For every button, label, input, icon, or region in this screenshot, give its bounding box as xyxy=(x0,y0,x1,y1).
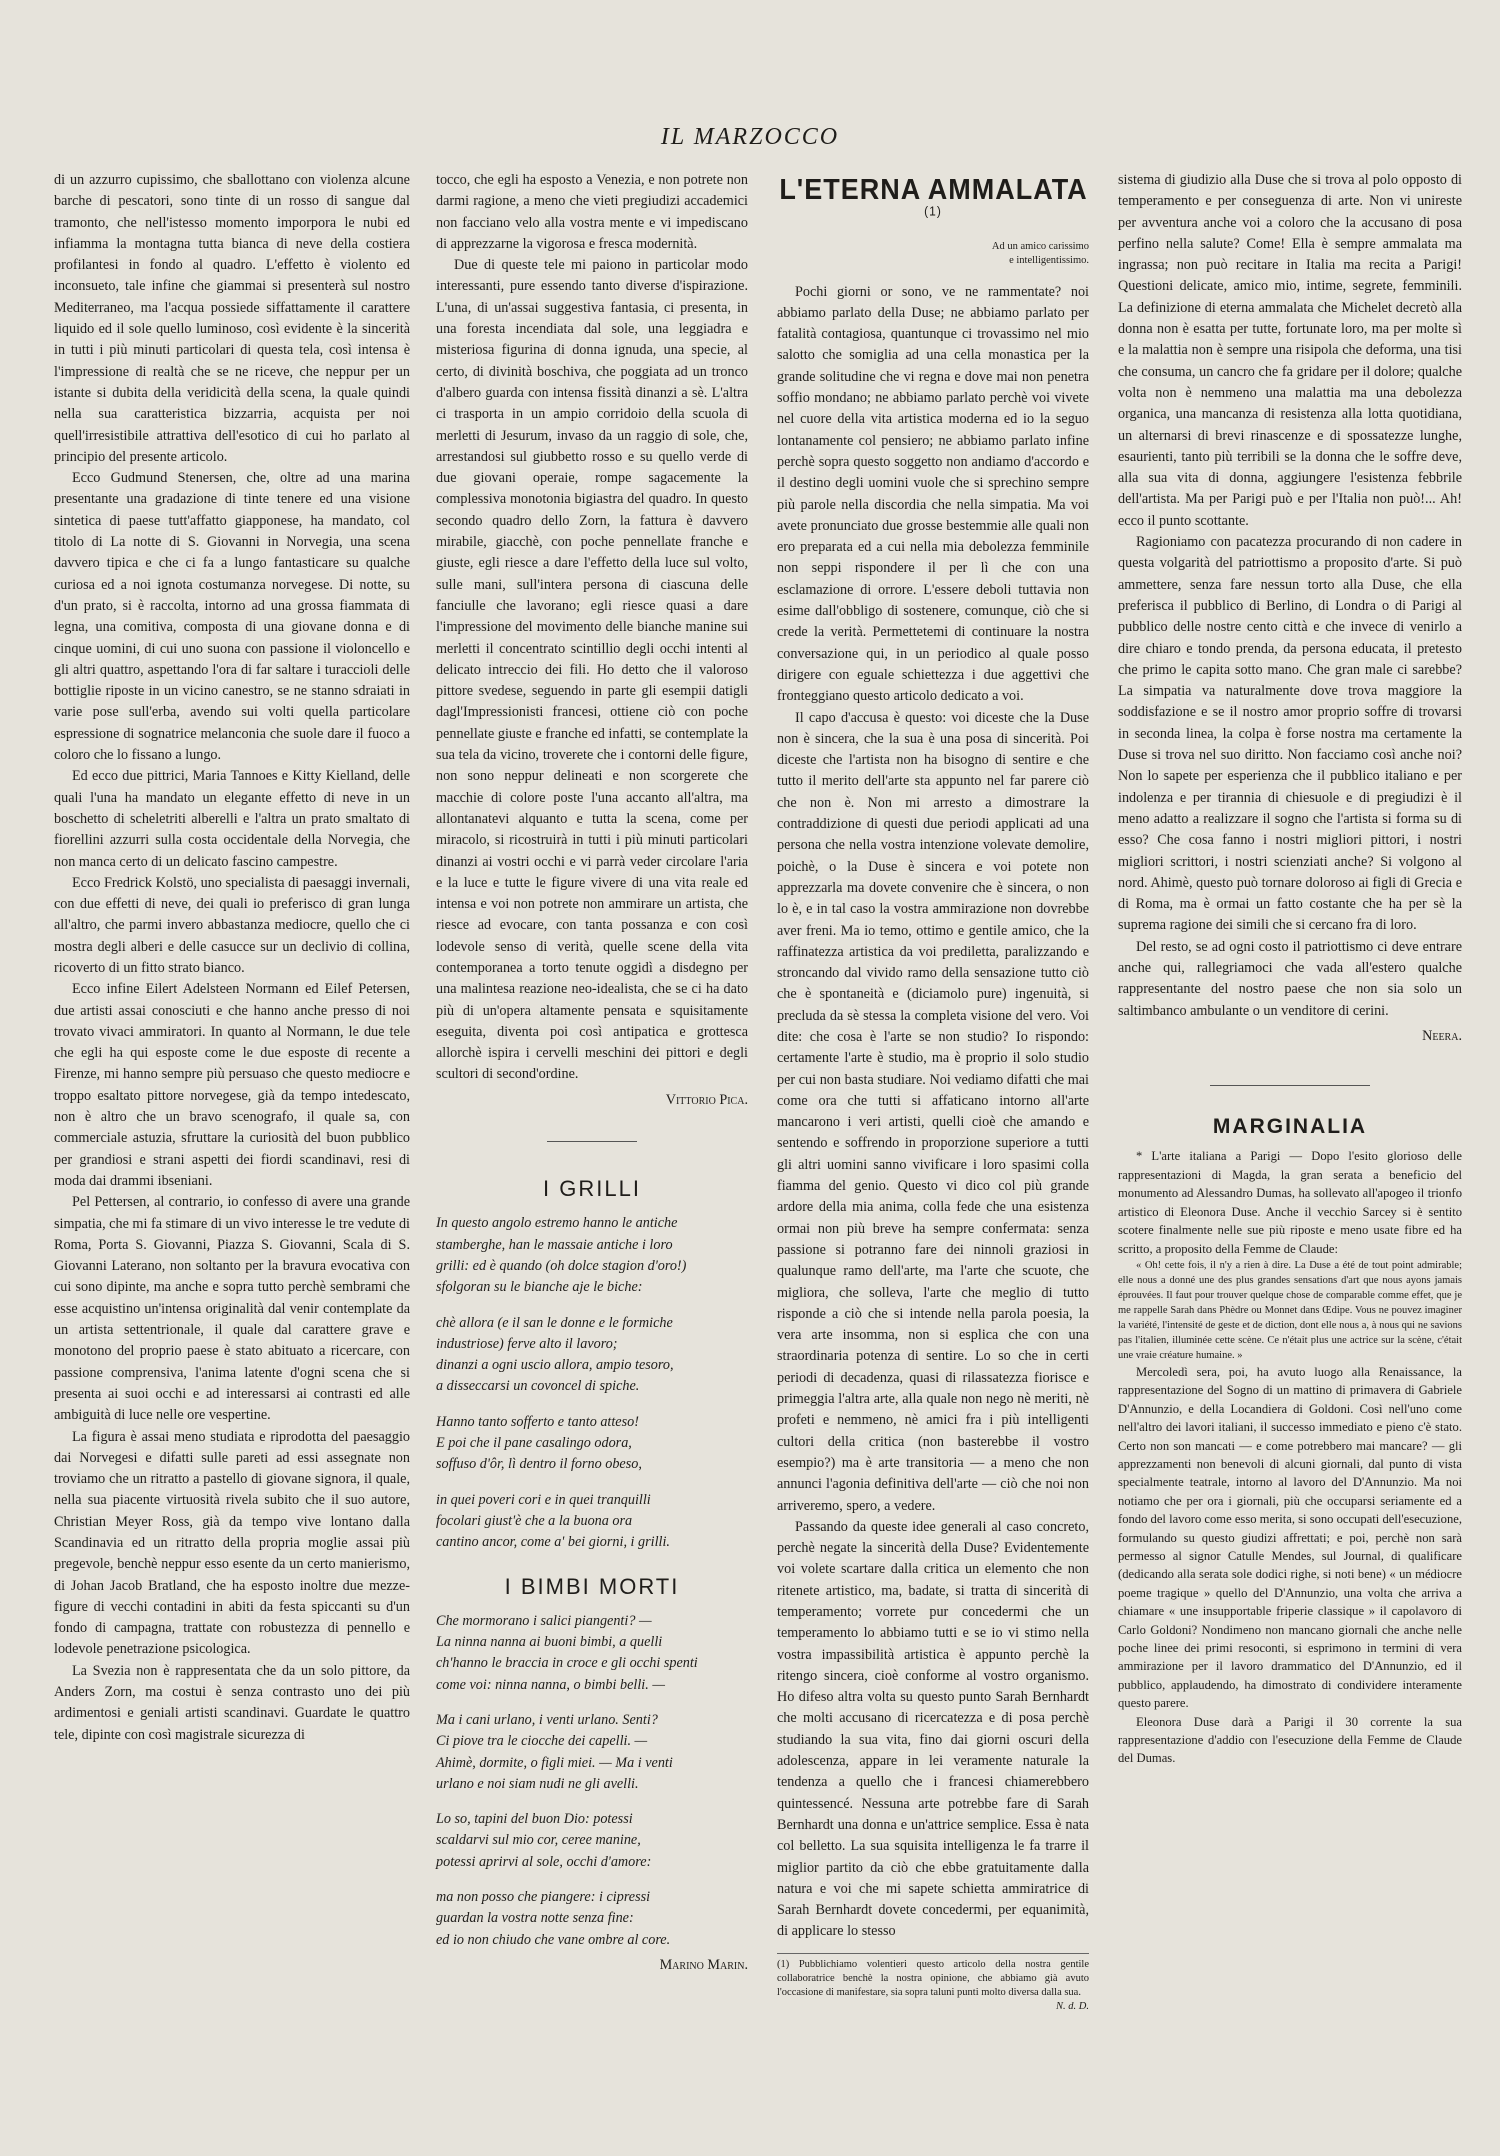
paragraph: La figura è assai meno studiata e riprodotta del paesaggio dai Norvegesi e difatti sulle pareti ad essi assegnate non troviamo che un ritratto a pastello di giovane signora, il quale, nella sua piacente virtuosità rivela subito che il suo autore, Christian Meyer Ross, già da tempo vive lontano dalla Scandinavia ed un ritratto della propria moglie assai più pregevole, benchè neppur esso esente da un certo manierismo, di Johan Jacob Bratland, che ha esposto inoltre due mezze-figure di vecchi contadini in abiti da festa spiccanti su d'un fondo di campagna, trattate con robustezza di pennello e lodevole penetrazione psicologica. xyxy=(54,1428,410,1658)
poem-line: ch'hanno le braccia in croce e gli occhi spenti xyxy=(436,1655,698,1672)
dedication-line: e intelligentissimo. xyxy=(1009,254,1089,266)
poem-stanza xyxy=(436,1611,748,1696)
article-column-2 xyxy=(436,170,748,1976)
paragraph: Ed ecco due pittrici, Maria Tannoes e Kitty Kielland, delle quali l'una ha mandato un elegante effetto di neve in un boschetto di scheletriti alberelli e l'altra un prato smaltato di fiorellini azzurri sulla costa occidentale della Norvegia, che non manca certo di un delicato fascino campestre. xyxy=(54,768,410,870)
article-title xyxy=(777,173,1089,229)
poem-line: ma non posso che piangere: i cipressi xyxy=(436,1889,651,1906)
section-divider xyxy=(547,1141,637,1142)
paragraph: Il capo d'accusa è questo: voi diceste che la Duse non è sincera, che la sua è una posa di sincerità. Poi diceste che l'artista non ha bisogno di sentire e che tutto il merito dell'arte sta appunto nel far parere ciò che non è. Non mi arresto a dimostrare la contraddizione di questi due periodi applicati ad una persona che nella vostra intenzione volevate demolire, poichè, o la Duse è sincera e voi potete non apprezzarla ma dovete convenire che è sincera, o non lo è, e in tal caso la vostra ammirazione non dovrebbe aver freni. Ma io temo, ottimo e gentile amico, che la raffinatezza artistica da voi prediletta, paralizzando e stroncando dal vivido ramo della sensazione tutto ciò che è spontaneità e (diciamolo pure) ingenuità, si precluda da sè stessa la completa visione del vero. Voi dite: che cosa è l'arte se non studio? Io rispondo: certamente l'arte è studio, ma è proprio il solo studio per cui non basta studiare. Noi vediamo difatti che mai come ora che tutti si affaticano intorno all'arte mancarono i veri artisti, quelli cioè che amando e sentendo e soffrendo in proporzione superiore a tutti gli altri uomini sanno vivificare i loro spasimi colla fiamma del genio. Questo vi dico col più grande ardore della mia anima, colla fede che una esistenza ormai non più breve ha sempre confermata: senza passione si potranno fare dei ninnoli graziosi in qualunque ramo dell'arte, ma l'arte che scuote, che migliora, che solleva, l'arte che meglio di tutto risponde a ciò che si intende nella parola poesia, la vera arte insomma, non si esplica che con una straordinaria potenza di sentire. Lo so che in certi periodi di decadenza, quasi di rilassatezza fiorisce e primeggia l'altra arte, alla quale non nego nè meriti, nè profeti e nemmeno, nè amici fra i più intelligenti cultori della critica (non basterebbe il vostro esempio?) ma è arte transitoria — a meno che non annunci l'agonia definitiva dell'arte — ciò che noi non arriveremo, spero, a vedere. xyxy=(777,709,1089,1514)
footnote-text: (1) Pubblichiamo volentieri questo articolo della nostra gentile collaboratrice benchè la nostra opinione, che abbiamo già avuto l'occasione di manifestare, sia sopra taluni punti molto diversa dalla sua. xyxy=(777,1958,1089,1998)
poem-stanza xyxy=(436,1710,748,1795)
poem-line: chè allora (e il san le donne e le formiche xyxy=(436,1314,673,1331)
poem-stanza xyxy=(436,1313,748,1398)
poem-line: stamberghe, han le massaie antiche i loro xyxy=(436,1236,673,1253)
poem-line: In questo angolo estremo hanno le antiche xyxy=(436,1215,678,1232)
poem-line: guardan la vostra notte senza fine: xyxy=(436,1910,634,1927)
footnote-signature: N. d. D. xyxy=(1056,2000,1089,2012)
footnote xyxy=(777,1953,1089,2012)
poem-line: come voi: ninna nanna, o bimbi belli. — xyxy=(436,1676,665,1693)
paragraph: Passando da queste idee generali al caso concreto, perchè negate la sincerità della Duse? Evidentemente voi volete scartare dalla critica un elemento che non ritenete artistico, ma, badate, si tratta di sincerità di temperamento; vorrete pur concedermi che un temperamento lo abbiamo tutti e se io vi stimo nella vostra impassibilità artistica è appunto perchè la ritengo sincera, cioè conforme al vostro organismo. Ho difeso altra volta su questo punto Sarah Bernhardt che molti accusano di ricercatezza e di posa perchè studiando la sua vita, fino dai giorni oscuri della adolescenza, appare in lei veramente naturale la tendenza a quello che i francesi chiamerebbero quintessencé. Nessuna arte potrebbe fare di Sarah Bernhardt una donna e un'attrice semplice. Essa è nata col belletto. La sua squisita intelligenza le fa trarre il miglior partito da ciò che ebbe gratuitamente dalla natura e voi che mi sapete schietta ammiratrice di Sarah Bernhardt dovete concedermi, per equanimità, di applicare lo stesso xyxy=(777,1518,1089,1940)
poem-stanza xyxy=(436,1887,748,1951)
article-column-1 xyxy=(54,170,410,1746)
poem-title: I BIMBI MORTI xyxy=(504,1573,680,1599)
author-signature: Vittorio Pica. xyxy=(665,1091,748,1108)
paragraph: Ecco Fredrick Kolstö, uno specialista di paesaggi invernali, con due effetti di neve, dei quali io preferisco di gran lunga all'altro, che parmi invero abbastanza mediocre, quello che ci mostra degli alberi e delle casucce sur un declivio di collina, ricoverto di un fitto strato bianco. xyxy=(54,874,410,976)
paragraph: tocco, che egli ha esposto a Venezia, e non potrete non darmi ragione, a meno che vieti pregiudizi accademici non facciano velo alla vostra mente e vi impediscano di apprezzarne la vigorosa e fresca modernità. xyxy=(436,172,748,252)
poem-stanza xyxy=(436,1490,748,1554)
poem-line: cantino ancor, come a' bei giorni, i grilli. xyxy=(436,1534,670,1551)
article-column-3 xyxy=(777,170,1089,2014)
poem-line: potessi aprirvi al sole, occhi d'amore: xyxy=(436,1853,652,1870)
poem-line: a disseccarsi un covoncel di spiche. xyxy=(436,1378,640,1395)
poem-line: grilli: ed è quando (oh dolce stagion d'oro!) xyxy=(436,1257,687,1274)
paragraph: Pochi giorni or sono, ve ne rammentate? noi abbiamo parlato della Duse; ne abbiamo parlato per fatalità contagiosa, quantunque ci trovassimo nel mio salotto che somiglia ad una cella monastica per la grande solitudine che vi regna e dove mai non penetra soffio mondano; ne abbiamo parlato perchè voi vivete nel cuore della vita artistica moderna ed io la seguo lontanamente col pensiero; ne abbiamo parlato infine perchè sopra questo soggetto non andiamo d'accordo e il destino degli uomini vuole che si sprechino sempre più parole nella discordia che nella simpatia. Ma voi avete pronunciato due grosse bestemmie alle quali non ero preparata ed a cui nella mia debolezza femminile non seppi rispondere il per lì che con una esclamazione di orrore. L'essere deboli tuttavia non esime dall'obbligo di sostenere, comunque, ciò che si crede la verità. Permettetemi di continuare la nostra conversazione qui, in un periodico al quale posso dirigere con eguale schiettezza i due aggettivi che fronteggiano questo articolo dedicato a voi. xyxy=(777,283,1089,705)
poem-line: Hanno tanto sofferto e tanto atteso! xyxy=(436,1413,639,1430)
poem-stanza xyxy=(436,1412,748,1476)
paragraph: di un azzurro cupissimo, che sballottano con violenza alcune barche di pescatori, sono tinte di un rosso di sangue dal tramonto, che nell'istesso momento imporpora le nubi ed infiamma la montagna tutta bianca di neve della costiera profilantesi in fondo al quadro. L'effetto è violento ed inconsueto, tale infine che giammai si presenterà sul nostro Mediterraneo, ma l'acqua possiede siffattamente il carattere liquido ed il sole quello luminoso, così evidente è la sincerità in tutti i più minuti particolari di questa tela, così intensa è l'impressione di realtà che se ne riceve, che neppur per un istante si dubita della veridicità della scena, la quale quindi nella sua caratteristica bizzarria, acquista per noi quell'irresistibile attrattiva dell'esotico di cui ho parlato al principio del presente articolo. xyxy=(54,172,410,465)
poem-line: E poi che il pane casalingo odora, xyxy=(436,1435,632,1452)
poet-signature: Marino Marin. xyxy=(659,1956,748,1973)
poem-line: ed io non chiudo che vane ombre al core. xyxy=(436,1931,671,1948)
article-title-text: L'ETERNA AMMALATA xyxy=(779,173,1087,206)
poem-line: La ninna nanna ai buoni bimbi, a quelli xyxy=(436,1634,663,1651)
poem-line: Ma i cani urlano, i venti urlano. Senti? xyxy=(436,1712,658,1728)
poem-line: scaldarvi sul mio cor, ceree manine, xyxy=(436,1832,641,1849)
paragraph: sistema di giudizio alla Duse che si trova al polo opposto di temperamento e per conseguenza di arte. Non vi unireste per avventura anche voi a coloro che la accusano di posa perfino nella salute? Come! Ella è sempre ammalata ma ingrassa; non può recitare in Italia ma recita a Parigi! Questioni delicate, amico mio, intime, segrete, femminili. La definizione di eterna ammalata che Michelet decretò alla donna non è esatta per tutte, fortunate loro, ma per molte sì e la malattia non è sempre una risipola che deforma, una tisi che consuma, un cancro che fa gridare per il dolore; qualche volta non è nemmeno una malattia ma una debolezza organica, una mancanza di resistenza alla lotta quotidiana, un alternarsi di brevi rinascenze e di spossatezze lunghe, esaurienti, tanto più terribili se la donna che le soffre deve, alla sua vita di donna, aggiungere l'esistenza febbrile dell'artista. Ma per Parigi può e per l'Italia non può!... Ah! ecco il punto scottante. xyxy=(1118,172,1462,529)
paragraph: La Svezia non è rappresentata che da un solo pittore, da Anders Zorn, ma costui è senza contrasto uno dei più ardimentosi e geniali artisti scandinavi. Guardate le quattro tele, dipinte con così magistrale sicurezza di xyxy=(54,1662,410,1743)
poem-line: Ci piove tra le ciocche dei capelli. — xyxy=(436,1733,648,1750)
paragraph: Eleonora Duse darà a Parigi il 30 corrente la sua rappresentazione d'addio con l'esecuzione della Femme de Claude del Dumas. xyxy=(1118,1714,1462,1766)
poem-line: urlano e noi siam nudi ne gli avelli. xyxy=(436,1775,639,1792)
poem-title: I GRILLI xyxy=(543,1176,641,1202)
poem-line: in quei poveri cori e in quei tranquilli xyxy=(436,1491,651,1508)
section-divider xyxy=(1210,1085,1370,1086)
poem-line: Che mormorano i salici piangenti? — xyxy=(436,1612,652,1629)
poem-line: dinanzi a ogni uscio allora, ampio tesoro, xyxy=(436,1357,674,1374)
footnote-marker: (1) xyxy=(924,204,942,220)
marginalia-title: MARGINALIA xyxy=(1212,1115,1368,1139)
paragraph: Mercoledì sera, poi, ha avuto luogo alla Renaissance, la rappresentazione del Sogno di un mattino di primavera di Gabriele D'Annunzio, e della Locandiera di Goldoni. Così nell'uno come nell'altro dei lavori italiani, il successo immediato e pieno c'è stato. Certo non son mancati — e come potrebbero mai mancare? — gli apprezzamenti non benevoli di alcuni giornali, dal punto di vista specialmente teatrale, intorno al lavoro del D'Annunzio. Ma noi notiamo che per ora i giornali, più che occuparsi seriamente ed a fondo del lavoro come esso merita, si sono occupati dell'esecuzione, formulando su questo giudizi affrettati; e poi, perchè non sarà permesso al signor Catulle Mendes, sul Journal, di qualificare (dedicando alla serata sole dodici righe, si noti bene) « un médiocre poeme tragique » quello del D'Annunzio, una volta che arriva a chiamare « une insupportable friperie classique » il capolavoro di Carlo Goldoni? Nondimeno non mancano giornali che anche nelle poche linee dei primi resoconti, si esprimono in termini di vera ammirazione per il lavoro drammatico del D'Annunzio, ed il pubblico, applaudendo, ha dimostrato di condividere interamente questo parere. xyxy=(1118,1364,1462,1711)
paragraph: Pel Pettersen, al contrario, io confesso di avere una grande simpatia, che mi fa stimare di un vivo interesse le tre vedute di Roma, Porta S. Giovanni, Piazza S. Giovanni, Scala di S. Giovanni Laterano, non soltanto per la bravura evocativa con cui sono dipinte, ma anche e sopra tutto perchè sembrami che esse acquistino un'intensa originalità dal venir contemplate da un artista settentrionale, il quale dal carattere grave e monotono del proprio paese è stato abituato a ricercare, con passione comprensiva, l'anima latente d'ogni scena che si presenta ai suoi occhi e ad interessarsi ai contrasti ed alle ambiguità di luce nelle ore vespertine. xyxy=(54,1194,410,1424)
poem-line: focolari giust'è che a la buona ora xyxy=(436,1512,633,1529)
paragraph: * L'arte italiana a Parigi — Dopo l'esito glorioso delle rappresentazioni di Magda, la gran serata a beneficio del monumento ad Alessandro Dumas, ha sollevato all'apogeo il trionfo artistico di Eleonora Duse. Anche il vecchio Sarcey si è sentito scotere finalmente nelle sue più riposte e meno usate fibre ed ha scritto, a proposito della Femme de Claude: xyxy=(1118,1149,1462,1256)
paragraph: Ecco Gudmund Stenersen, che, oltre ad una marina presentante una gradazione di tinte tenere ed una visione sintetica di paese tutt'affatto giapponese, ha mandato, col titolo di La notte di S. Giovanni in Norvegia, una scena davvero tipica e che ci fa a lungo fantasticare su qualche curiosa ed a noi ignota costumanza norvegese. Di notte, su d'un prato, si è raccolta, intorno ad una grossa fiammata di legna, una comitiva, composta di una giovane donna e di cinque uomini, di cui uno suona con passione il violoncello e gli altri quattro, aspettando l'ora di far saltare i turaccioli delle bottiglie riposte in un vicino canestro, se ne stanno sdraiati in varie pose sull'erba, avendo sui volti quella particolare espressione di sognatrice melanconia che suole dare il fuoco a coloro che lo fissano a lungo. xyxy=(54,470,410,764)
article-column-4 xyxy=(1118,170,1462,1768)
masthead-title: IL MARZOCCO xyxy=(660,124,840,150)
paragraph: Ragioniamo con pacatezza procurando di non cadere in questa volgarità del patriottismo a proposito d'arte. Si può ammettere, senza fare nessun torto alla Duse, che ella preferisca il pubblico di Berlino, di Londra o di Parigi al pubblico delle nostre cento città e che invece di venirlo a dire chiaro e tondo prenda, da persona educata, il pretesto che primo le capita sotto mano. Che gran male ci sarebbe? La simpatia va naturalmente dove trova maggiore la soddisfazione e se il nostro amor proprio soffre di trovarsi in seconda linea, la colpa è forse nostra ma certamente la Duse si trova nel suo diritto. Non facciamo così anche noi? Non lo sapete per esperienza che il pubblico italiano e per indolenza e per tirannia di chiesuole e di pregiudizi è il meno adatto a realizzare il sogno che l'artista si forma su di esso? Che cosa fanno i nostri migliori pittori, i nostri migliori scrittori, i nostri scienziati anche? Si volgono al nord. Ahimè, questo può tornare doloroso ai figli di Grecia e di Roma, ma è ormai un fatto costante che ha per sè la suprema ragione dei simili che si cercano fra di loro. xyxy=(1118,534,1462,934)
poem-line: soffuso d'ôr, lì dentro il forno obeso, xyxy=(436,1456,642,1473)
dedication xyxy=(777,240,1089,268)
poem-line: Lo so, tapini del buon Dio: potessi xyxy=(436,1811,633,1828)
paragraph: Ecco infine Eilert Adelsteen Normann ed Eilef Petersen, due artisti assai conosciuti e che hanno anche presso di noi trovato vivaci ammiratori. In quanto al Normann, le due tele che egli ha qui esposte come le due esposte di recente a Firenze, mi hanno sempre più persuaso che questo mediocre e troppo esaltato pittore norvegese, già da tempo intedescato, non è altro che un bravo scenografo, il quale sa, con commerciale astuzia, sfruttare la curiosità del buon pubblico per grandiosi e strani aspetti dei fiordi scandinavi, resi di moda dai drammi ibseniani. xyxy=(54,981,410,1189)
dedication-line: Ad un amico carissimo xyxy=(991,240,1089,252)
paragraph: Del resto, se ad ogni costo il patriottismo ci deve entrare anche qui, rallegriamoci che vada all'estero qualche rappresentante del nostro paese che non sia solo un saltimbanco ambulante o un venditore di cerini. xyxy=(1118,938,1462,1019)
poem-line: industriose) ferve alto il lavoro; xyxy=(436,1335,618,1352)
poem-line: Ahimè, dormite, o figli miei. — Ma i venti xyxy=(436,1754,673,1771)
author-signature: Neera. xyxy=(1422,1027,1462,1044)
paragraph: Due di queste tele mi paiono in particolar modo interessanti, pure essendo tanto diverse d'ispirazione. L'una, di un'assai suggestiva fantasia, ci presenta, in una foresta incendiata dal sole, una leggiadra e misteriosa figurina di donna ignuda, una specie, al certo, di divinità boschiva, che poggiata ad un tronco d'albero guarda con intensa fissità dinanzi a sè. L'altra ci trasporta in un ampio corridoio della scuola di merletti di Jesurum, invaso da un raggio di sole, che, arrestandosi sul giubbetto rosso e su quello verde di due giovani operaie, rompe sagacemente la complessiva monotonia bigiastra del quadro. In questo secondo quadro dello Zorn, la fattura è davvero mirabile, giacchè, con poche pennellate franche e giuste, egli riesce a dare l'effetto della luce sul volto, sulle mani, sull'intera persona di ciascuna delle fanciulle che lavorano; egli riesce quasi a dare l'impressione del movimento delle bianche manine sui merletti il concentrato scintillio degli occhi intenti al delicato intreccio dei fili. Ho detto che il valoroso pittore svedese, seguendo in parte gli esempii datigli dagl'Impressionisti francesi, ottiene ciò con poche pennellate giuste e franche ed infatti, se contemplate la sua tela da vicino, troverete che i contorni delle figure, non sono neppur delineati e non scorgerete che macchie di colore poste l'una accanto all'altra, ma allontanatevi alquanto e tutta la scena, come per miracolo, si ricostruirà in tutti i più minuti particolari dinanzi ai vostri occhi e vi parrà veder circolare l'aria e la luce e tutte le figure vivere di una vita reale ed intensa e voi non potrete non ammirare un artista, che riesce ad evocare, con tanta possanza e con così lodevole senso di verità, quelle scene della vita contemporanea a torto tenute oggidì a disdegno per una malintesa reazione neo-idealista, che se ci ha dato più di un'opera altamente pensata e squisitamente eseguita, diventa poi così antipatica e grottesca allorchè ispira i cervelli meschini dei pittori e degli scultori di second'ordine. xyxy=(436,257,748,1083)
poem-stanza xyxy=(436,1213,748,1298)
poem-stanza xyxy=(436,1809,748,1873)
quotation: « Oh! cette fois, il n'y a rien à dire. La Duse a été de tout point admirable; elle nous a donné une des plus grandes sensations d'art que nous ayons jamais éprouvées. Il faut pour trouver quelque chose de comparable comme effet, que je me rappelle Sarah dans Phèdre ou Monnet dans Œdipe. Vous ne pouvez imaginer la variété, l'intensité de geste et de diction, dont elle nous a, à nous qui ne savions pas l'italien, illuminée cette scène. Ce n'était plus une actrice sur la scène, c'était une vraie créature humaine. » xyxy=(1118,1259,1462,1361)
poem-line: sfolgoran su le bianche aje le biche: xyxy=(436,1279,643,1296)
